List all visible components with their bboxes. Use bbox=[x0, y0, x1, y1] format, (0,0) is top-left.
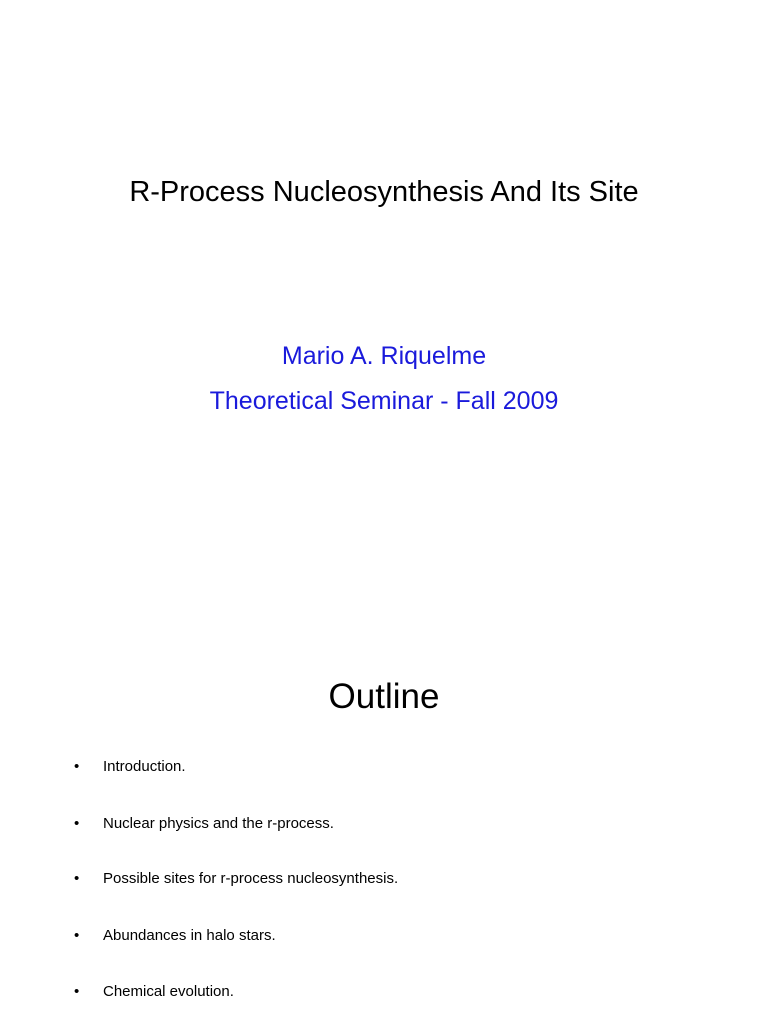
event-name: Theoretical Seminar - Fall 2009 bbox=[209, 387, 559, 415]
list-item bbox=[74, 867, 714, 891]
outline-title: Outline bbox=[328, 677, 440, 716]
list-item-text: Nuclear physics and the r-process. bbox=[103, 815, 334, 832]
bullet-icon: • bbox=[74, 870, 80, 887]
list-item bbox=[74, 924, 714, 948]
list-item bbox=[74, 755, 714, 779]
bullet-icon: • bbox=[74, 758, 80, 775]
author-name: Mario A. Riquelme bbox=[281, 342, 487, 370]
list-item bbox=[74, 812, 714, 836]
list-item-text: Chemical evolution. bbox=[103, 983, 234, 1000]
bullet-icon: • bbox=[74, 815, 80, 832]
bullet-icon: • bbox=[74, 927, 80, 944]
slide-title: R-Process Nucleosynthesis And Its Site bbox=[129, 176, 639, 208]
list-item-text: Possible sites for r-process nucleosynthesis. bbox=[103, 870, 399, 887]
bullet-icon: • bbox=[74, 983, 80, 1000]
list-item bbox=[74, 980, 714, 1004]
list-item-text: Introduction. bbox=[103, 758, 186, 775]
list-item-text: Abundances in halo stars. bbox=[103, 927, 276, 944]
outline-slide bbox=[0, 576, 768, 1024]
